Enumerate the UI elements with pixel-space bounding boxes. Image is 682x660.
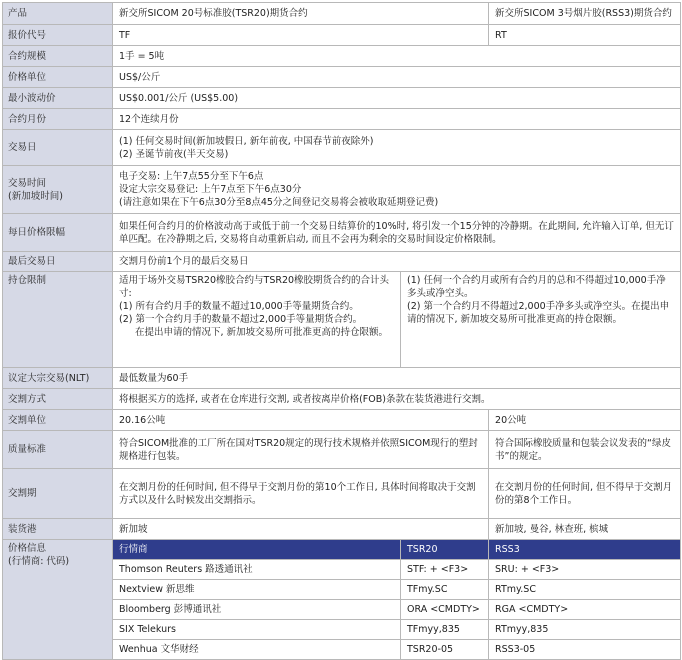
quote-tsr: TSR20-05 xyxy=(401,640,489,660)
hours-line-1: 电子交易: 上午7点55分至下午6点 xyxy=(119,171,264,182)
months-row xyxy=(3,109,681,130)
size-row xyxy=(3,46,681,67)
quote-vendor: SIX Telekurs xyxy=(113,620,401,640)
rss3-header: 新交所SICOM 3号烟片胶(RSS3)期货合约 xyxy=(489,3,681,25)
period-label: 交割期 xyxy=(3,469,113,519)
tick-row xyxy=(3,88,681,109)
quote-tsr: ORA <CMDTY> xyxy=(401,600,489,620)
quotes-label-sub: (行情商: 代码) xyxy=(8,556,70,567)
position-row xyxy=(3,272,681,368)
period-tsr: 在交割月份的任何时间, 但不得早于交割月份的第10个工作日, 具体时间将取决于交割方式以及什么时候发出交割指示。 xyxy=(113,469,489,519)
position-tsr-line-3: (2) 第一个合约月手的数量不超过2,000手等量期货合约。 xyxy=(119,314,363,325)
quote-rss: RGA <CMDTY> xyxy=(489,600,681,620)
quotes-label-main: 价格信息 xyxy=(8,543,47,554)
product-label: 产品 xyxy=(3,3,113,25)
port-tsr: 新加坡 xyxy=(113,519,489,540)
position-rss-line-2: (2) 第一个合约月不得超过2,000手净多头或净空头。在提出申请的情况下, 新加坡交易所可批准更高的持仓限额。 xyxy=(407,301,670,325)
size-value: 1手 = 5吨 xyxy=(113,46,681,67)
quote-col-rss: RSS3 xyxy=(489,540,681,560)
delivery-method-row xyxy=(3,389,681,410)
hours-label-sub: (新加坡时间) xyxy=(8,190,63,202)
tsr20-header: 新交所SICOM 20号标准胶(TSR20)期货合约 xyxy=(113,3,489,25)
quote-vendor: Nextview 新思维 xyxy=(113,580,401,600)
period-rss: 在交割月份的任何时间, 但不得早于交割月份的第8个工作日。 xyxy=(489,469,681,519)
limit-row xyxy=(3,214,681,252)
days-row xyxy=(3,130,681,166)
quote-rss: RTmyy,835 xyxy=(489,620,681,640)
code-label: 报价代号 xyxy=(3,25,113,46)
delivery-method-label: 交割方式 xyxy=(3,389,113,410)
code-tsr: TF xyxy=(113,25,489,46)
position-tsr xyxy=(113,272,401,368)
months-value: 12个连续月份 xyxy=(113,109,681,130)
position-rss xyxy=(401,272,681,368)
quote-col-tsr: TSR20 xyxy=(401,540,489,560)
code-rss: RT xyxy=(489,25,681,46)
days-line-1: (1) 任何交易时间(新加坡假日, 新年前夜, 中国春节前夜除外) xyxy=(119,135,374,147)
hours-value xyxy=(113,166,681,214)
quote-col-vendor: 行情商 xyxy=(113,540,401,560)
unit-row xyxy=(3,67,681,88)
hours-label-main: 交易时间 xyxy=(8,177,47,189)
quote-tsr: TFmyy,835 xyxy=(401,620,489,640)
position-tsr-line-1: 适用于场外交易TSR20橡胶合约与TSR20橡胶期货合约的合计头寸: xyxy=(119,275,390,299)
tick-value: US$0.001/公斤 (US$5.00) xyxy=(113,88,681,109)
position-label: 持仓限制 xyxy=(3,272,113,368)
port-label: 装货港 xyxy=(3,519,113,540)
delivery-unit-row xyxy=(3,410,681,431)
quote-vendor: Wenhua 文华财经 xyxy=(113,640,401,660)
contract-spec-table xyxy=(2,2,681,660)
quality-tsr: 符合SICOM批准的工厂所在国对TSR20规定的现行技术规格并依照SICOM现行的塑封规格进行包装。 xyxy=(113,431,489,469)
limit-label: 每日价格限幅 xyxy=(3,214,113,252)
position-tsr-line-4: 在提出申请的情况下, 新加坡交易所可批准更高的持仓限额。 xyxy=(135,327,389,338)
size-label: 合约规模 xyxy=(3,46,113,67)
header-row xyxy=(3,3,681,25)
quote-header-row xyxy=(3,540,681,560)
hours-line-3: (请注意如果在下午6点30分至8点45分之间登记交易将会被收取延期登记费) xyxy=(119,197,439,208)
quote-vendor: Thomson Reuters 路透通讯社 xyxy=(113,560,401,580)
days-label: 交易日 xyxy=(3,130,113,166)
tick-label: 最小波动价 xyxy=(3,88,113,109)
nlt-value: 最低数量为60手 xyxy=(113,368,681,389)
quote-rss: RSS3-05 xyxy=(489,640,681,660)
port-row xyxy=(3,519,681,540)
delivery-unit-tsr: 20.16公吨 xyxy=(113,410,489,431)
quote-tsr: TFmy.SC xyxy=(401,580,489,600)
days-line-2: (2) 圣诞节前夜(半天交易) xyxy=(119,148,229,160)
last-row xyxy=(3,252,681,272)
last-label: 最后交易日 xyxy=(3,252,113,272)
position-tsr-line-2: (1) 所有合约月手的数量不超过10,000手等量期货合约。 xyxy=(119,301,359,312)
nlt-label: 议定大宗交易(NLT) xyxy=(3,368,113,389)
hours-line-2: 设定大宗交易登记: 上午7点至下午6点30分 xyxy=(119,184,302,195)
quotes-label xyxy=(3,540,113,660)
quality-label: 质量标准 xyxy=(3,431,113,469)
delivery-method-value: 将根据买方的选择, 或者在仓库进行交割, 或者按离岸价格(FOB)条款在装货港进行交割。 xyxy=(113,389,681,410)
quality-row xyxy=(3,431,681,469)
limit-value: 如果任何合约月的价格波动高于或低于前一个交易日结算价的10%时, 将引发一个15分钟的冷静期。在此期间, 允许输入订单, 但无订单匹配。在冷静期之后, 交易将自动重新启动, 而且不会再为剩余的交易时间设定价格限制。 xyxy=(113,214,681,252)
nlt-row xyxy=(3,368,681,389)
position-rss-line-1: (1) 任何一个合约月或所有合约月的总和不得超过10,000手净多头或净空头。 xyxy=(407,275,666,299)
delivery-unit-rss: 20公吨 xyxy=(489,410,681,431)
last-value: 交割月份前1个月的最后交易日 xyxy=(113,252,681,272)
hours-label xyxy=(3,166,113,214)
unit-label: 价格单位 xyxy=(3,67,113,88)
quality-rss: 符合国际橡胶质量和包装会议发表的“绿皮书”的规定。 xyxy=(489,431,681,469)
hours-row xyxy=(3,166,681,214)
quote-rss: SRU: + <F3> xyxy=(489,560,681,580)
quote-rss: RTmy.SC xyxy=(489,580,681,600)
unit-value: US$/公斤 xyxy=(113,67,681,88)
months-label: 合约月份 xyxy=(3,109,113,130)
quote-tsr: STF: + <F3> xyxy=(401,560,489,580)
period-row xyxy=(3,469,681,519)
delivery-unit-label: 交割单位 xyxy=(3,410,113,431)
port-rss: 新加坡, 曼谷, 林查班, 槟城 xyxy=(489,519,681,540)
code-row xyxy=(3,25,681,46)
days-value xyxy=(113,130,681,166)
quote-vendor: Bloomberg 彭博通讯社 xyxy=(113,600,401,620)
